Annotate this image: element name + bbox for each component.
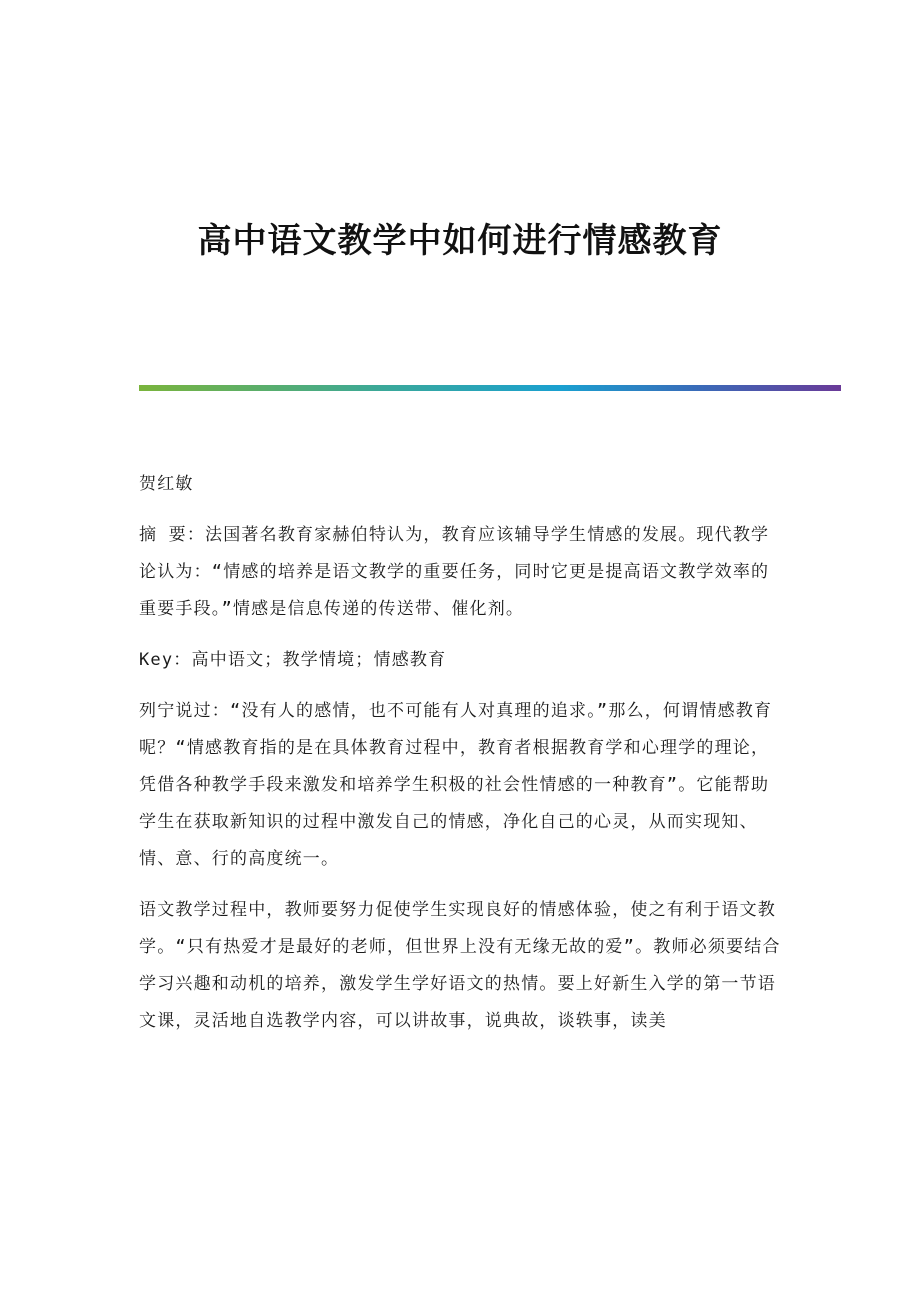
document-body [139,466,784,1054]
abstract-paragraph: 摘 要：法国著名教育家赫伯特认为，教育应该辅导学生情感的发展。现代教学论认为：“情感的培养是语文教学的重要任务，同时它更是提高语文教学效率的重要手段。”情感是信息传递的传送带、催化剂。 [139,525,770,619]
keywords-line: Key：高中语文；教学情境；情感教育 [139,650,447,670]
body-paragraph-1: 列宁说过：“没有人的感情，也不可能有人对真理的追求。”那么，何谓情感教育呢？“情感教育指的是在具体教育过程中，教育者根据教育学和心理学的理论，凭借各种教学手段来激发和培养学生积极的社会性情感的一种教育”。它能帮助学生在获取新知识的过程中激发自己的情感，净化自己的心灵，从而实现知、情、意、行的高度统一。 [139,701,773,869]
gradient-divider [139,385,841,391]
page-title: 高中语文教学中如何进行情感教育 [197,221,723,261]
author-name: 贺红敏 [139,474,194,494]
body-paragraph-2: 语文教学过程中，教师要努力促使学生实现良好的情感体验，使之有利于语文教学。“只有热爱才是最好的老师，但世界上没有无缘无故的爱”。教师必须要结合学习兴趣和动机的培养，激发学生学好语文的热情。要上好新生入学的第一节语文课，灵活地自选教学内容，可以讲故事，说典故，谈轶事，读美 [139,900,781,1031]
